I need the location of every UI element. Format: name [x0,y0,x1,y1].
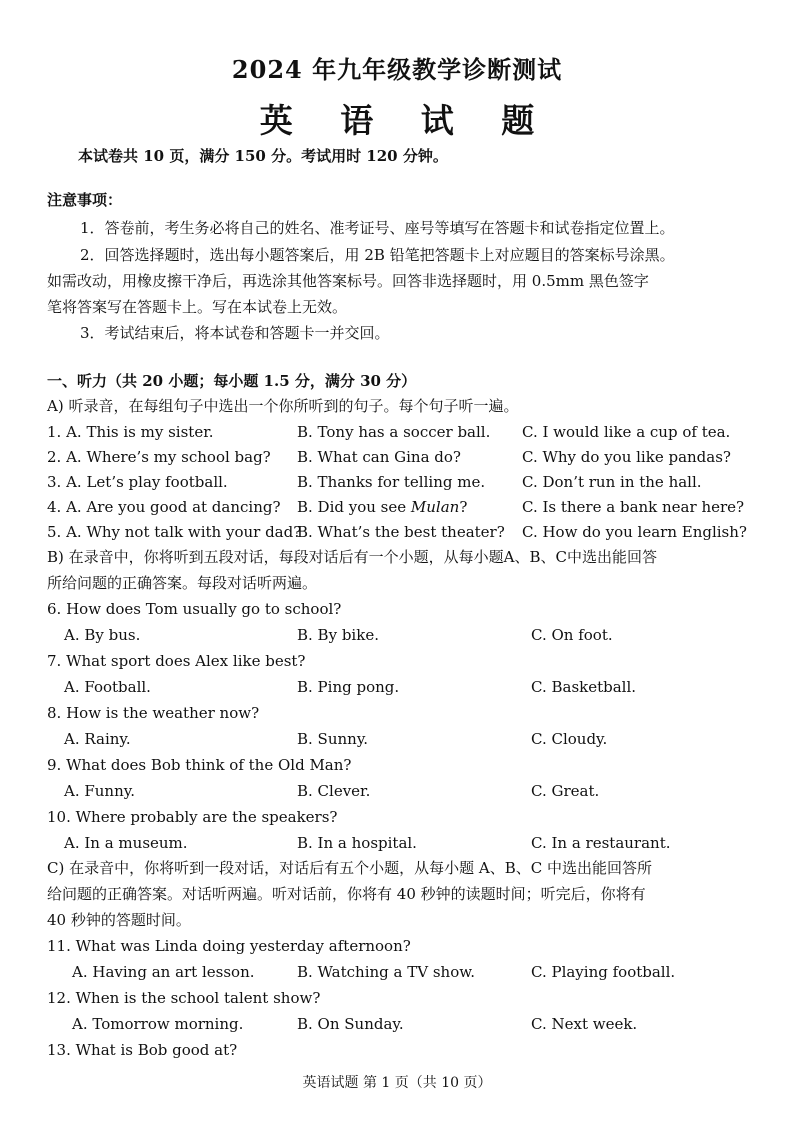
option-3b: B. Thanks for telling me. [297,473,486,491]
question-11: 11. What was Linda doing yesterday afternoon? [47,937,411,955]
option-6c: C. On foot. [531,626,613,644]
option-6a: A. By bus. [64,626,141,644]
option-3a: 3. A. Let’s play football. [47,473,228,491]
option-9a: A. Funny. [64,782,136,800]
notes-heading: 注意事项： [47,191,123,209]
question-12: 12. When is the school talent show? [47,989,321,1007]
option-1a: 1. A. This is my sister. [47,423,214,441]
option-10c: C. In a restaurant. [531,834,671,852]
option-11b: B. Watching a TV show. [297,963,476,981]
option-9c: C. Great. [531,782,600,800]
option-2b: B. What can Gina do? [297,448,461,466]
option-5b: B. What’s the best theater? [297,523,505,541]
option-8c: C. Cloudy. [531,730,608,748]
option-4a: 4. A. Are you good at dancing? [47,498,281,516]
option-11c: C. Playing football. [531,963,676,981]
option-4b [297,497,467,517]
option-7b: B. Ping pong. [297,678,400,696]
section1-heading: 一、听力（共 20 小题；每小题 1.5 分，满分 30 分） [47,372,417,390]
option-9b: B. Clever. [297,782,371,800]
option-4b-title: Mulan [410,498,460,516]
option-2a: 2. A. Where’s my school bag? [47,448,271,466]
partB-instruction-line2: 所给问题的正确答案。每段对话听两遍。 [47,574,318,592]
question-6: 6. How does Tom usually go to school? [47,600,342,618]
question-13: 13. What is Bob good at? [47,1041,238,1059]
option-8a: A. Rainy. [64,730,131,748]
option-4b-text: B. Did you see [297,498,411,516]
option-11a: A. Having an art lesson. [72,963,255,981]
option-4c: C. Is there a bank near here? [522,498,745,516]
option-12a: A. Tomorrow morning. [72,1015,244,1033]
option-10a: A. In a museum. [64,834,188,852]
question-7: 7. What sport does Alex like best? [47,652,306,670]
partA-instruction: A) 听录音，在每组句子中选出一个你所听到的句子。每个句子听一遍。 [47,397,519,415]
page-footer: 英语试题 第 1 页（共 10 页） [302,1075,492,1091]
option-12b: B. On Sunday. [297,1015,404,1033]
exam-title: 2024 年九年级教学诊断测试 [231,55,563,84]
note-item-3: 3．考试结束后，将本试卷和答题卡一并交回。 [80,324,390,342]
partC-instruction-line1: C) 在录音中，你将听到一段对话，对话后有五个小题，从每小题 A、B、C 中选出能回答所 [47,859,652,877]
option-3c: C. Don’t run in the hall. [522,473,702,491]
question-10: 10. Where probably are the speakers? [47,808,338,826]
partC-instruction-line3: 40 秒钟的答题时间。 [47,911,191,929]
exam-info: 本试卷共 10 页，满分 150 分。考试用时 120 分钟。 [78,147,448,165]
option-1b: B. Tony has a soccer ball. [297,423,491,441]
option-8b: B. Sunny. [297,730,369,748]
note-item-2-line1: 2．回答选择题时，选出每小题答案后，用 2B 铅笔把答题卡上对应题目的答案标号涂黑。 [80,246,675,264]
subject-title: 英 语 试 题 [259,101,553,140]
note-item-2-line3: 笔将答案写在答题卡上。写在本试卷上无效。 [47,298,348,316]
option-1c: C. I would like a cup of tea. [522,423,731,441]
option-4b-suffix: ? [459,498,468,516]
question-8: 8. How is the weather now? [47,704,260,722]
question-9: 9. What does Bob think of the Old Man? [47,756,352,774]
partB-instruction-line1: B) 在录音中，你将听到五段对话，每段对话后有一个小题，从每小题A、B、C中选出能回答 [47,548,657,566]
option-7c: C. Basketball. [531,678,637,696]
partC-instruction-line2: 给问题的正确答案。对话听两遍。听对话前，你将有 40 秒钟的读题时间；听完后，你将有 [47,885,646,903]
option-2c: C. Why do you like pandas? [522,448,731,466]
option-7a: A. Football. [64,678,151,696]
note-item-2-line2: 如需改动，用橡皮擦干净后，再选涂其他答案标号。回答非选择题时，用 0.5mm 黑色签字 [47,272,649,290]
option-5a: 5. A. Why not talk with your dad? [47,523,302,541]
option-12c: C. Next week. [531,1015,638,1033]
option-10b: B. In a hospital. [297,834,417,852]
option-5c: C. How do you learn English? [522,523,747,541]
note-item-1: 1．答卷前，考生务必将自己的姓名、准考证号、座号等填写在答题卡和试卷指定位置上。 [80,219,675,237]
option-6b: B. By bike. [297,626,379,644]
